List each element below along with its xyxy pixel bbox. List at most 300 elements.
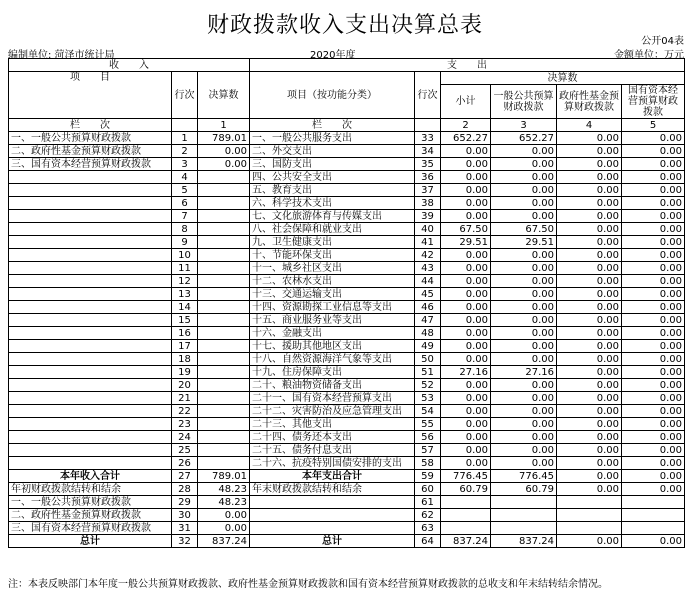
expense-row-no: 36	[415, 171, 441, 184]
expense-state-capital: 0.00	[622, 145, 685, 158]
expense-row-no: 41	[415, 236, 441, 249]
income-item	[9, 275, 172, 288]
expense-gov-fund: 0.00	[557, 470, 622, 483]
expense-state-capital	[622, 522, 685, 535]
income-item: 三、国有资本经营预算财政拨款	[9, 522, 172, 535]
expense-item: 十一、城乡社区支出	[250, 262, 415, 275]
income-row-no: 21	[172, 392, 198, 405]
expense-subtotal	[441, 509, 491, 522]
expense-item: 年末财政拨款结转和结余	[250, 483, 415, 496]
income-amount	[198, 405, 250, 418]
expense-row-no: 59	[415, 470, 441, 483]
expense-general-budget: 652.27	[491, 132, 557, 145]
footnote: 注：本表反映部门本年度一般公共预算财政拨款、政府性基金预算财政拨款和国有资本经营预算财政拨款的总收支和年末结转结余情况。	[8, 579, 608, 590]
expense-item: 二十二、灾害防治及应急管理支出	[250, 405, 415, 418]
expense-state-capital: 0.00	[622, 483, 685, 496]
expense-state-capital: 0.00	[622, 262, 685, 275]
income-amount	[198, 249, 250, 262]
expense-state-capital: 0.00	[622, 327, 685, 340]
expense-state-capital: 0.00	[622, 470, 685, 483]
table-row	[9, 340, 685, 353]
expense-row-no: 64	[415, 535, 441, 548]
expense-item: 二十六、抗疫特别国债安排的支出	[250, 457, 415, 470]
expense-gov-fund: 0.00	[557, 353, 622, 366]
expense-general-budget: 0.00	[491, 444, 557, 457]
expense-item: 十二、农林水支出	[250, 275, 415, 288]
expense-state-capital: 0.00	[622, 392, 685, 405]
expense-header: 支 出	[250, 59, 685, 72]
expense-subtotal: 29.51	[441, 236, 491, 249]
expense-item: 二十三、其他支出	[250, 418, 415, 431]
expense-state-capital: 0.00	[622, 249, 685, 262]
income-amount	[198, 353, 250, 366]
income-amount	[198, 418, 250, 431]
expense-subtotal: 0.00	[441, 457, 491, 470]
expense-row-no: 53	[415, 392, 441, 405]
income-row-no: 14	[172, 301, 198, 314]
income-amount	[198, 184, 250, 197]
expense-subtotal: 0.00	[441, 431, 491, 444]
expense-subtotal: 27.16	[441, 366, 491, 379]
expense-item: 二十一、国有资本经营预算支出	[250, 392, 415, 405]
table-row	[9, 210, 685, 223]
expense-general-budget: 0.00	[491, 249, 557, 262]
expense-general-budget: 0.00	[491, 171, 557, 184]
expense-row-no: 33	[415, 132, 441, 145]
expense-general-budget: 0.00	[491, 158, 557, 171]
expense-state-capital: 0.00	[622, 184, 685, 197]
expense-subtotal: 0.00	[441, 327, 491, 340]
table-row	[9, 145, 685, 158]
income-row-no: 26	[172, 457, 198, 470]
expense-gov-fund: 0.00	[557, 275, 622, 288]
expense-gov-fund: 0.00	[557, 418, 622, 431]
index-2: 2	[441, 119, 491, 132]
expense-item: 二十五、债务付息支出	[250, 444, 415, 457]
expense-item: 十七、援助其他地区支出	[250, 340, 415, 353]
expense-row-no: 57	[415, 444, 441, 457]
income-item	[9, 236, 172, 249]
income-row-no: 11	[172, 262, 198, 275]
expense-item: 总计	[250, 535, 415, 548]
income-amount	[198, 444, 250, 457]
table-row	[9, 275, 685, 288]
expense-gov-fund: 0.00	[557, 379, 622, 392]
table-row	[9, 184, 685, 197]
expense-subtotal: 0.00	[441, 405, 491, 418]
income-index-label: 栏 次	[9, 119, 172, 132]
expense-gov-fund: 0.00	[557, 210, 622, 223]
table-row	[9, 301, 685, 314]
expense-item: 七、文化旅游体育与传媒支出	[250, 210, 415, 223]
income-item	[9, 288, 172, 301]
expense-row-no: 38	[415, 197, 441, 210]
table-row	[9, 366, 685, 379]
expense-subtotal: 0.00	[441, 379, 491, 392]
table-row	[9, 405, 685, 418]
expense-item	[250, 509, 415, 522]
organization-label: 编制单位: 菏泽市统计局	[8, 50, 115, 61]
income-row-no: 27	[172, 470, 198, 483]
table-row	[9, 262, 685, 275]
table-row	[9, 418, 685, 431]
expense-subtotal: 0.00	[441, 158, 491, 171]
expense-gov-fund: 0.00	[557, 483, 622, 496]
expense-general-budget	[491, 496, 557, 509]
expense-subtotal: 0.00	[441, 210, 491, 223]
expense-state-capital: 0.00	[622, 444, 685, 457]
income-amount	[198, 210, 250, 223]
expense-row-no: 62	[415, 509, 441, 522]
expense-gov-fund: 0.00	[557, 236, 622, 249]
expense-state-capital	[622, 509, 685, 522]
income-item	[9, 353, 172, 366]
income-amount: 0.00	[198, 522, 250, 535]
expense-item: 六、科学技术支出	[250, 197, 415, 210]
expense-gov-fund	[557, 522, 622, 535]
expense-row-no: 55	[415, 418, 441, 431]
table-row	[9, 171, 685, 184]
expense-gov-fund: 0.00	[557, 262, 622, 275]
expense-gov-fund: 0.00	[557, 405, 622, 418]
expense-item: 一、一般公共服务支出	[250, 132, 415, 145]
expense-row-no: 34	[415, 145, 441, 158]
expense-general-budget: 0.00	[491, 275, 557, 288]
expense-state-capital: 0.00	[622, 223, 685, 236]
expense-general-budget: 0.00	[491, 457, 557, 470]
expense-item: 十六、金融支出	[250, 327, 415, 340]
expense-state-capital: 0.00	[622, 405, 685, 418]
expense-state-capital: 0.00	[622, 197, 685, 210]
income-amount	[198, 431, 250, 444]
expense-general-budget: 0.00	[491, 301, 557, 314]
expense-item	[250, 496, 415, 509]
expense-row-no: 50	[415, 353, 441, 366]
expense-state-capital: 0.00	[622, 236, 685, 249]
expense-subtotal: 0.00	[441, 249, 491, 262]
income-amount	[198, 392, 250, 405]
expense-item	[250, 522, 415, 535]
income-amount	[198, 275, 250, 288]
expense-subtotal: 0.00	[441, 301, 491, 314]
income-row-no: 15	[172, 314, 198, 327]
table-row	[9, 444, 685, 457]
expense-general-budget: 27.16	[491, 366, 557, 379]
expense-state-capital: 0.00	[622, 275, 685, 288]
expense-subtotal: 60.79	[441, 483, 491, 496]
income-item: 二、政府性基金预算财政拨款	[9, 145, 172, 158]
table-row	[9, 353, 685, 366]
income-amount	[198, 379, 250, 392]
expense-gov-fund: 0.00	[557, 535, 622, 548]
budget-table	[8, 58, 685, 548]
expense-general-budget: 0.00	[491, 431, 557, 444]
expense-gov-fund: 0.00	[557, 249, 622, 262]
income-row-no: 31	[172, 522, 198, 535]
income-item	[9, 392, 172, 405]
expense-row-no: 45	[415, 288, 441, 301]
expense-gov-fund: 0.00	[557, 444, 622, 457]
expense-gov-fund: 0.00	[557, 158, 622, 171]
income-item	[9, 457, 172, 470]
expense-subtotal	[441, 522, 491, 535]
table-row	[9, 197, 685, 210]
expense-general-budget: 0.00	[491, 145, 557, 158]
income-amount: 48.23	[198, 496, 250, 509]
expense-state-capital: 0.00	[622, 366, 685, 379]
income-row-no: 24	[172, 431, 198, 444]
income-row-no: 6	[172, 197, 198, 210]
expense-general-budget	[491, 522, 557, 535]
expense-gov-fund: 0.00	[557, 366, 622, 379]
expense-state-capital: 0.00	[622, 535, 685, 548]
expense-row-no: 48	[415, 327, 441, 340]
income-row-no-header: 行次	[172, 72, 198, 119]
expense-state-capital: 0.00	[622, 132, 685, 145]
income-item	[9, 327, 172, 340]
table-row	[9, 535, 685, 548]
expense-row-no: 54	[415, 405, 441, 418]
table-row	[9, 132, 685, 145]
income-item: 一、一般公共预算财政拨款	[9, 132, 172, 145]
income-row-no: 20	[172, 379, 198, 392]
expense-general-budget: 0.00	[491, 392, 557, 405]
amount-unit-label: 金额单位：万元	[614, 50, 684, 61]
income-item	[9, 418, 172, 431]
expense-subtotal: 0.00	[441, 171, 491, 184]
expense-row-no: 56	[415, 431, 441, 444]
expense-general-budget: 0.00	[491, 405, 557, 418]
income-row-no: 28	[172, 483, 198, 496]
income-row-no: 2	[172, 145, 198, 158]
expense-gov-fund: 0.00	[557, 431, 622, 444]
income-item	[9, 340, 172, 353]
expense-row-no: 49	[415, 340, 441, 353]
expense-state-capital: 0.00	[622, 171, 685, 184]
income-row-no: 12	[172, 275, 198, 288]
income-row-no: 29	[172, 496, 198, 509]
income-item	[9, 366, 172, 379]
expense-row-no: 60	[415, 483, 441, 496]
income-amount	[198, 223, 250, 236]
expense-state-capital: 0.00	[622, 431, 685, 444]
income-amount	[198, 262, 250, 275]
expense-state-capital: 0.00	[622, 379, 685, 392]
expense-item: 十、节能环保支出	[250, 249, 415, 262]
expense-row-no: 43	[415, 262, 441, 275]
income-row-no: 13	[172, 288, 198, 301]
expense-state-capital: 0.00	[622, 314, 685, 327]
income-item	[9, 379, 172, 392]
income-item	[9, 301, 172, 314]
expense-item: 十三、交通运输支出	[250, 288, 415, 301]
expense-gov-fund	[557, 509, 622, 522]
expense-general-budget: 60.79	[491, 483, 557, 496]
table-row	[9, 288, 685, 301]
income-amount	[198, 301, 250, 314]
general-budget-header: 一般公共预算财政拨款	[491, 85, 557, 119]
income-amount: 48.23	[198, 483, 250, 496]
expense-gov-fund: 0.00	[557, 314, 622, 327]
expense-general-budget: 0.00	[491, 353, 557, 366]
expense-gov-fund: 0.00	[557, 132, 622, 145]
expense-subtotal: 0.00	[441, 353, 491, 366]
expense-row-no: 52	[415, 379, 441, 392]
expense-gov-fund: 0.00	[557, 327, 622, 340]
expense-subtotal: 0.00	[441, 444, 491, 457]
expense-subtotal: 0.00	[441, 197, 491, 210]
table-row	[9, 431, 685, 444]
income-item	[9, 262, 172, 275]
income-item	[9, 223, 172, 236]
expense-subtotal: 0.00	[441, 145, 491, 158]
expense-gov-fund: 0.00	[557, 197, 622, 210]
expense-subtotal: 0.00	[441, 288, 491, 301]
expense-row-no: 58	[415, 457, 441, 470]
expense-general-budget: 0.00	[491, 262, 557, 275]
expense-subtotal: 0.00	[441, 340, 491, 353]
income-amount	[198, 457, 250, 470]
expense-general-budget: 0.00	[491, 379, 557, 392]
expense-general-budget: 776.45	[491, 470, 557, 483]
expense-general-budget: 837.24	[491, 535, 557, 548]
form-number: 公开04表	[641, 36, 684, 47]
income-amount: 789.01	[198, 470, 250, 483]
expense-general-budget: 29.51	[491, 236, 557, 249]
expense-row-no: 40	[415, 223, 441, 236]
table-row	[9, 509, 685, 522]
expense-state-capital: 0.00	[622, 418, 685, 431]
expense-row-no: 39	[415, 210, 441, 223]
expense-subtotal: 0.00	[441, 262, 491, 275]
expense-item: 二、外交支出	[250, 145, 415, 158]
expense-general-budget: 0.00	[491, 327, 557, 340]
income-item	[9, 171, 172, 184]
expense-subtotal: 67.50	[441, 223, 491, 236]
income-amount: 0.00	[198, 509, 250, 522]
expense-gov-fund: 0.00	[557, 223, 622, 236]
expense-row-no: 46	[415, 301, 441, 314]
expense-subtotal: 0.00	[441, 418, 491, 431]
expense-item: 十九、住房保障支出	[250, 366, 415, 379]
expense-state-capital: 0.00	[622, 340, 685, 353]
expense-subtotal: 0.00	[441, 314, 491, 327]
income-item: 本年收入合计	[9, 470, 172, 483]
income-amount	[198, 327, 250, 340]
expense-row-no: 51	[415, 366, 441, 379]
income-item	[9, 249, 172, 262]
index-5: 5	[622, 119, 685, 132]
income-amount	[198, 366, 250, 379]
expense-state-capital	[622, 496, 685, 509]
income-item	[9, 444, 172, 457]
expense-state-capital: 0.00	[622, 301, 685, 314]
income-row-no: 10	[172, 249, 198, 262]
income-item: 二、政府性基金预算财政拨款	[9, 509, 172, 522]
expense-general-budget: 0.00	[491, 184, 557, 197]
table-row	[9, 236, 685, 249]
income-row-no: 25	[172, 444, 198, 457]
income-item	[9, 314, 172, 327]
state-capital-header: 国有资本经营预算财政拨款	[622, 85, 685, 119]
income-row-no: 32	[172, 535, 198, 548]
expense-subtotal: 652.27	[441, 132, 491, 145]
table-row	[9, 223, 685, 236]
income-row-no: 18	[172, 353, 198, 366]
expense-item: 二十四、债务还本支出	[250, 431, 415, 444]
table-row	[9, 522, 685, 535]
page-title: 财政拨款收入支出决算总表	[206, 13, 483, 38]
table-row	[9, 314, 685, 327]
income-amount: 0.00	[198, 145, 250, 158]
income-amount	[198, 314, 250, 327]
income-row-no: 8	[172, 223, 198, 236]
gov-fund-header: 政府性基金预算财政拨款	[557, 85, 622, 119]
index-1: 1	[198, 119, 250, 132]
expense-item: 十四、资源勘探工业信息等支出	[250, 301, 415, 314]
expense-state-capital: 0.00	[622, 158, 685, 171]
table-row	[9, 483, 685, 496]
expense-gov-fund: 0.00	[557, 301, 622, 314]
income-row-no: 23	[172, 418, 198, 431]
expense-item: 本年支出合计	[250, 470, 415, 483]
income-amount: 0.00	[198, 158, 250, 171]
income-amount	[198, 171, 250, 184]
expense-row-no: 37	[415, 184, 441, 197]
expense-subtotal: 837.24	[441, 535, 491, 548]
expense-gov-fund: 0.00	[557, 145, 622, 158]
table-row	[9, 496, 685, 509]
income-row-no: 9	[172, 236, 198, 249]
expense-subtotal	[441, 496, 491, 509]
expense-index-label: 栏 次	[250, 119, 415, 132]
expense-item: 四、公共安全支出	[250, 171, 415, 184]
subtotal-header: 小计	[441, 85, 491, 119]
expense-general-budget	[491, 509, 557, 522]
expense-gov-fund: 0.00	[557, 288, 622, 301]
expense-gov-fund	[557, 496, 622, 509]
table-row	[9, 392, 685, 405]
expense-state-capital: 0.00	[622, 457, 685, 470]
income-row-no: 16	[172, 327, 198, 340]
expense-amount-group-header: 决算数	[441, 72, 685, 85]
income-amount	[198, 197, 250, 210]
expense-general-budget: 0.00	[491, 340, 557, 353]
expense-row-no: 61	[415, 496, 441, 509]
expense-gov-fund: 0.00	[557, 457, 622, 470]
expense-row-no: 42	[415, 249, 441, 262]
expense-row-no: 44	[415, 275, 441, 288]
expense-item: 二十、粮油物资储备支出	[250, 379, 415, 392]
expense-subtotal: 0.00	[441, 275, 491, 288]
income-row-no: 22	[172, 405, 198, 418]
expense-general-budget: 67.50	[491, 223, 557, 236]
income-header: 收 入	[9, 59, 250, 72]
income-row-no: 19	[172, 366, 198, 379]
income-amount	[198, 236, 250, 249]
table-row	[9, 457, 685, 470]
expense-row-no: 35	[415, 158, 441, 171]
income-item	[9, 405, 172, 418]
expense-item: 十八、自然资源海洋气象等支出	[250, 353, 415, 366]
income-item	[9, 197, 172, 210]
income-item-header: 项 目	[9, 72, 172, 119]
table-row	[9, 158, 685, 171]
income-item: 年初财政拨款结转和结余	[9, 483, 172, 496]
expense-row-no-header: 行次	[415, 72, 441, 119]
expense-item: 九、卫生健康支出	[250, 236, 415, 249]
income-row-no: 7	[172, 210, 198, 223]
